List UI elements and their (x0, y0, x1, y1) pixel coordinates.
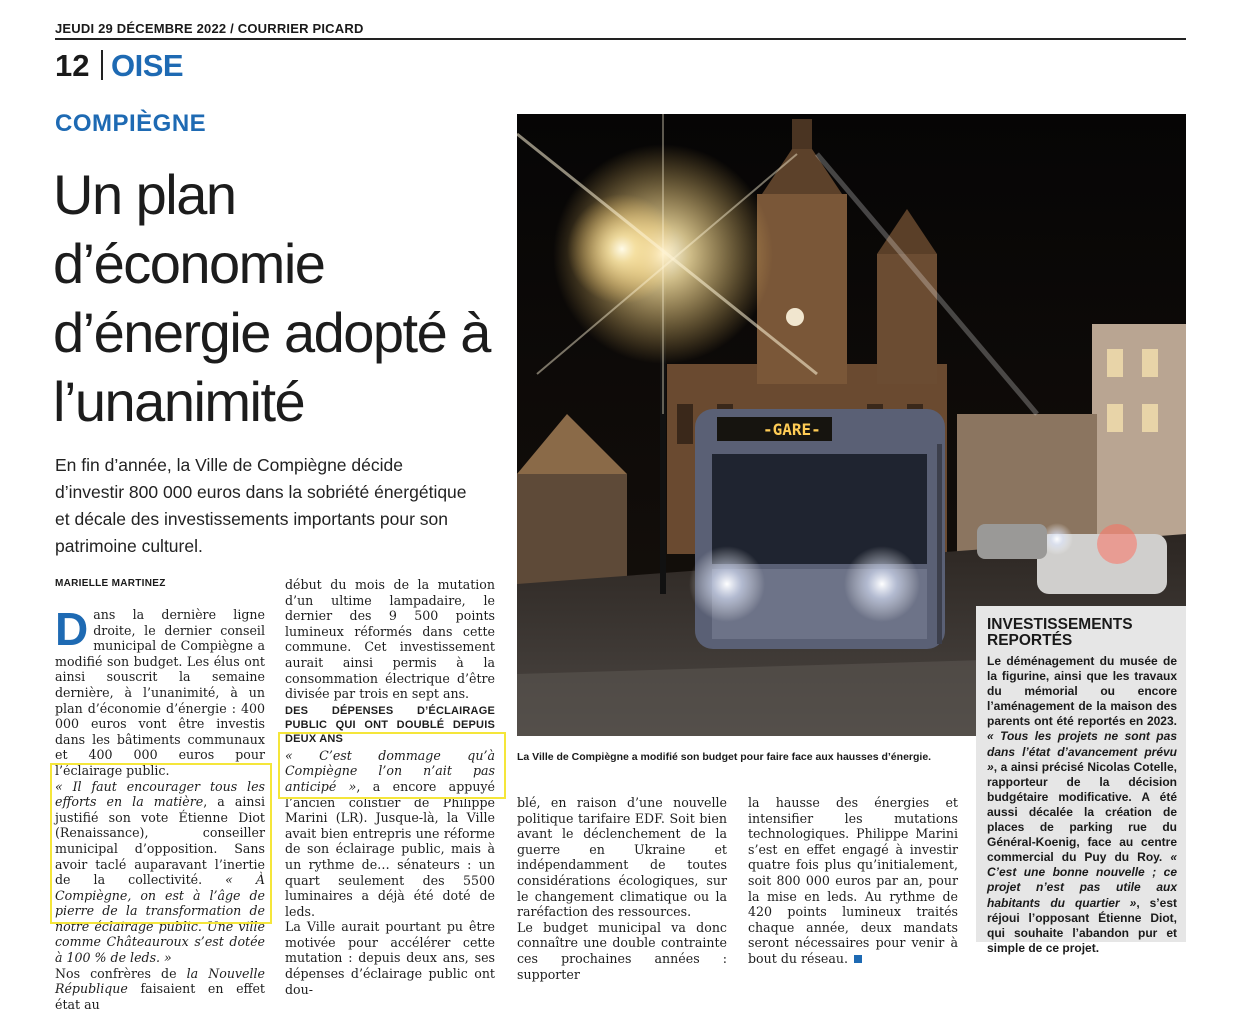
col3-paragraph-2: Le budget municipal va donc connaître une double contrainte ces prochaines années : supporter (517, 919, 727, 982)
sidebar-text-2: , a ainsi précisé Nicolas Cotelle, rapporteur de la décision budgétaire modificative. A été aussi décalée la création de places de parking rue du Général-Koenig, face au centre commercial du Puy du Roy. (987, 759, 1177, 865)
sidebar-text-1: Le déménagement du musée de la figurine, ainsi que les travaux du mémorial ou encore l’aménagement de la maison des parents ont été reportés en 2023. (987, 654, 1177, 729)
header-rule (55, 38, 1186, 40)
article-column-4 (748, 795, 958, 967)
masthead-separator: / (230, 21, 234, 36)
sidebar-quote-cotelle: « Tous les projets ne sont pas dans l’état d’avancement prévu » (987, 729, 1177, 774)
source-name: la Nouvelle République (55, 965, 266, 997)
article-column-3 (517, 795, 727, 982)
sidebar-title: INVESTISSEMENTS REPORTÉS (987, 616, 1133, 649)
article-rubric: COMPIÈGNE (55, 110, 207, 137)
end-of-article-icon (854, 955, 862, 963)
quote-diot-3: « C’est dommage qu’à Compiègne l’on n’ait pas anticipé » (285, 747, 495, 794)
page-divider (101, 50, 103, 80)
col1-paragraph-2: , a ainsi justifié son vote Étienne Diot (Renaissance), conseiller municipal d’opposition. Sans avoir taclé auparavant l’inertie de la collectivité. (55, 794, 266, 888)
masthead-date: JEUDI 29 DÉCEMBRE 2022 (55, 21, 227, 36)
intertitle: DES DÉPENSES D’ÉCLAIRAGE PUBLIC QUI ONT DOUBLÉ DEPUIS DEUX ANS (285, 704, 495, 745)
photo-caption: La Ville de Compiègne a modifié son budget pour faire face aux hausses d’énergie. (517, 751, 932, 763)
sidebar-text-3: , s’est réjoui l’opposant Étienne Diot, qui souhaite l’abandon pur et simple de ce projet. (987, 895, 1177, 955)
highlight-box-1 (50, 763, 272, 924)
col4-paragraph-1: la hausse des énergies et intensifier les mutations technologiques. Philippe Marini s’est en effet engagé à investir quatre fois plus qu’initialement, soit 800 000 euros par an, pour la mise en leds. Au rythme de 420 points lumineux traités chaque année, deux mandats seront nécessaires pour venir à bout du réseau. (748, 795, 958, 966)
highlight-box-2 (278, 732, 506, 799)
col2-paragraph-2: , a encore appuyé l’ancien colistier de Philippe Marini (LR). Jusque-là, la Ville avait bien entrepris une réforme de son éclairage public, mais à un rythme de… sénateurs : un quart seulement des 5500 luminaires a déjà été doté de leds. (285, 778, 495, 919)
col1-paragraph-4: faisaient en effet état au (55, 981, 265, 1012)
dropcap: D (55, 603, 89, 655)
col2-paragraph-3: La Ville aurait pourtant pu être motivée pour accélérer cette mutation : depuis deux ans, ses dépenses d’éclairage public ont dou- (285, 919, 495, 997)
article-lead: En fin d’année, la Ville de Compiègne décide d’investir 800 000 euros dans la sobriété énergétique et décale des investissements importants pour son patrimoine culturel. (55, 455, 467, 556)
sidebar-quote-diot: « C’est une bonne nouvelle ; ce projet n’est pas utile aux habitants du quartier » (987, 850, 1177, 910)
quote-diot-2: « À Compiègne, on est à l’âge de pierre de la transformation de notre éclairage public. Une ville comme Châteauroux s’est dotée à 100 % de leds. » (55, 872, 265, 966)
col3-paragraph-1: blé, en raison d’une nouvelle politique tarifaire EDF. Soit bien avant le déclenchement de la guerre en Ukraine et indépendamment de toutes considérations écologiques, sur le changement climatique ou la raréfaction des ressources. (517, 795, 727, 920)
article-headline: Un plan d’économie d’énergie adopté à l’unanimité (53, 163, 490, 433)
section-title: OISE (111, 48, 184, 83)
col1-paragraph-3: Nos confrères de (55, 965, 187, 981)
col1-paragraph-1: ans la dernière ligne droite, le dernier conseil municipal de Compiègne a modifié son budget. Les élus ont ainsi souscrit la semaine dernière, à l’unanimité, à un plan d’économie d’énergie : 400 000 euros vont être investis dans les bâtiments communaux et 400 000 euros pour l’éclairage public. (55, 607, 265, 778)
bus-destination-sign: -GARE- (763, 420, 821, 439)
col2-paragraph-1: début du mois de la mutation d’un ultime lampadaire, le dernier des 9 500 points lumineux réformés dans cette commune. Cet investissement aurait ainsi permis à la consommation électrique d’être divisée par trois en sept ans. (285, 577, 495, 702)
quote-diot-1: « Il faut encourager tous les efforts en la matière (55, 778, 265, 810)
masthead-paper: COURRIER PICARD (237, 21, 364, 36)
page-number: 12 (55, 48, 90, 83)
masthead (55, 21, 364, 36)
sidebar-text (987, 654, 1177, 956)
byline: MARIELLE MARTINEZ (55, 578, 166, 589)
